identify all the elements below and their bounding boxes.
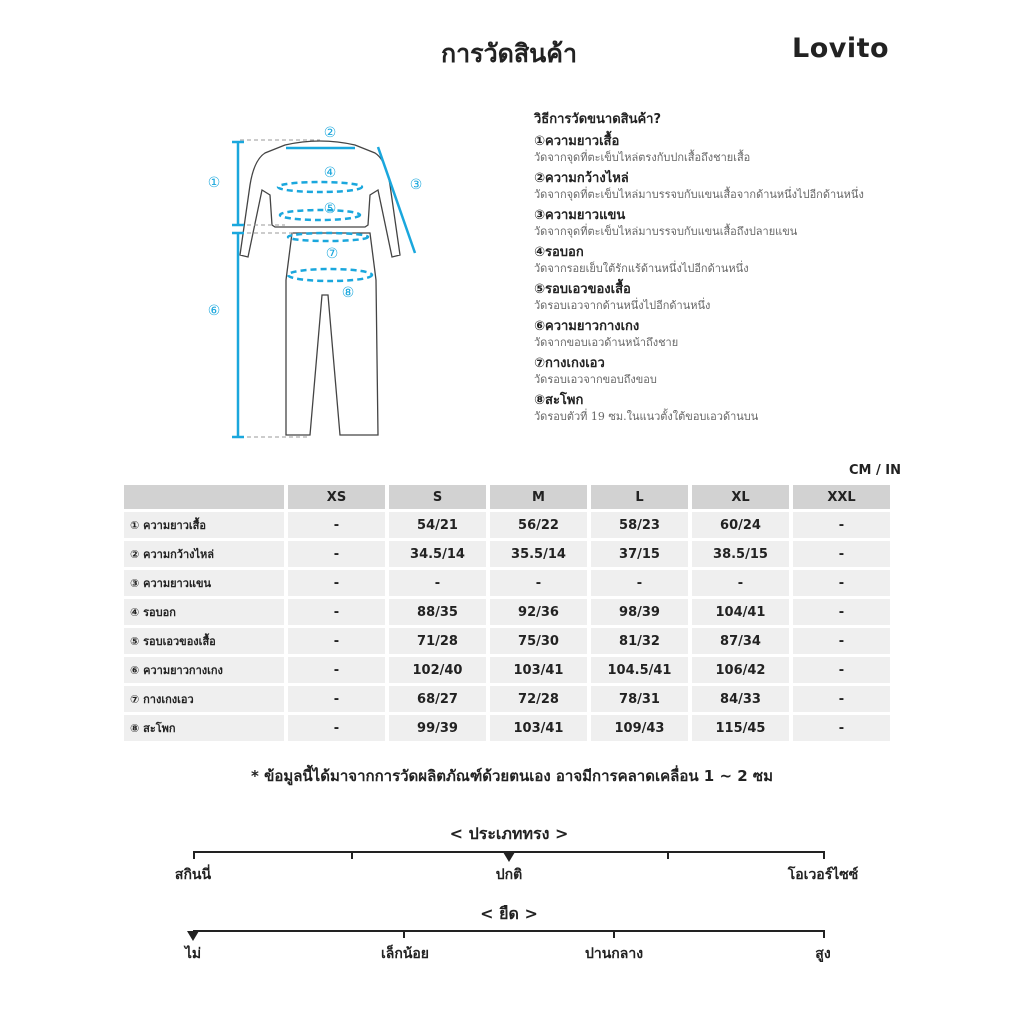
callout-8: ⑧ — [341, 285, 355, 301]
table-cell: 72/28 — [490, 686, 587, 712]
guide-item-title: ①ความยาวเสื้อ — [534, 134, 620, 149]
table-row — [124, 599, 890, 625]
callout-7: ⑦ — [325, 246, 339, 262]
column-header: XS — [288, 485, 385, 509]
table-cell: 35.5/14 — [490, 541, 587, 567]
table-cell: 104.5/41 — [591, 657, 688, 683]
brand-logo: Lovito — [792, 33, 890, 64]
stretch-scale-label: เล็กน้อย — [380, 946, 430, 962]
table-cell: 103/41 — [490, 657, 587, 683]
table-cell: 75/30 — [490, 628, 587, 654]
callout-5: ⑤ — [323, 201, 337, 217]
table-cell: - — [288, 715, 385, 741]
guide-item-title: ⑥ความยาวกางเกง — [534, 319, 640, 334]
guide-item-title: ⑧สะโพก — [534, 393, 584, 408]
table-cell: 109/43 — [591, 715, 688, 741]
guide-item-desc: วัดรอบเอวจากขอบถึงขอบ — [534, 373, 657, 386]
table-cell: - — [288, 686, 385, 712]
page-title: การวัดสินค้า — [441, 39, 577, 68]
guide-item-title: ⑦กางเกงเอว — [534, 356, 605, 371]
row-label: ① ความยาวเสื้อ — [124, 512, 284, 538]
row-label: ⑥ ความยาวกางเกง — [124, 657, 284, 683]
fit-scale-tick — [193, 852, 195, 859]
row-label: ⑦ กางเกงเอว — [124, 686, 284, 712]
guide-item — [534, 133, 954, 165]
callout-2: ② — [323, 125, 337, 141]
guide-item — [534, 318, 954, 350]
row-label: ④ รอบอก — [124, 599, 284, 625]
table-cell: 56/22 — [490, 512, 587, 538]
fit-scale-tick — [351, 852, 353, 859]
callout-3: ③ — [409, 177, 423, 193]
table-cell: 54/21 — [389, 512, 486, 538]
column-header: L — [591, 485, 688, 509]
guide-item — [534, 355, 954, 387]
fit-scale-tick — [823, 852, 825, 859]
table-cell: - — [793, 599, 890, 625]
table-cell: 88/35 — [389, 599, 486, 625]
fit-scale-tick — [667, 852, 669, 859]
row-label: ⑧ สะโพก — [124, 715, 284, 741]
table-cell: 58/23 — [591, 512, 688, 538]
table-cell: 37/15 — [591, 541, 688, 567]
callout-6: ⑥ — [207, 303, 221, 319]
table-cell: 104/41 — [692, 599, 789, 625]
stretch-scale-tick — [613, 931, 615, 938]
table-header-blank — [124, 485, 284, 509]
table-cell: - — [692, 570, 789, 596]
table-cell: 99/39 — [389, 715, 486, 741]
stretch-scale-tick — [823, 931, 825, 938]
guide-item-desc: วัดจากรอยเย็บใต้รักแร้ด้านหนึ่งไปอีกด้านหนึ่ง — [534, 262, 749, 275]
table-cell: 60/24 — [692, 512, 789, 538]
table-cell: 98/39 — [591, 599, 688, 625]
fit-scale-label: ปกติ — [495, 867, 523, 883]
column-header: M — [490, 485, 587, 509]
table-cell: - — [793, 686, 890, 712]
fit-scale-label: โอเวอร์ไซซ์ — [787, 867, 859, 883]
table-cell: - — [490, 570, 587, 596]
row-label: ③ ความยาวแขน — [124, 570, 284, 596]
table-cell: - — [288, 657, 385, 683]
fit-scale-label: สกินนี่ — [174, 867, 212, 883]
table-cell: - — [288, 512, 385, 538]
stretch-scale-line — [193, 930, 825, 932]
table-cell: 81/32 — [591, 628, 688, 654]
table-cell: - — [793, 715, 890, 741]
table-row — [124, 715, 890, 741]
guide-item-desc: วัดจากจุดที่ตะเข็บไหล่ตรงกับปกเสื้อถึงชายเสื้อ — [534, 151, 751, 164]
fit-scale-marker — [503, 852, 515, 862]
table-cell: 92/36 — [490, 599, 587, 625]
guide-item-desc: วัดจากจุดที่ตะเข็บไหล่มาบรรจบกับแขนเสื้อจากด้านหนึ่งไปอีกด้านหนึ่ง — [534, 188, 864, 201]
table-cell: - — [288, 541, 385, 567]
guide-item-desc: วัดจากขอบเอวด้านหน้าถึงชาย — [534, 336, 679, 349]
guide-item — [534, 392, 954, 424]
guide-item-desc: วัดรอบตัวที่ 19 ซม.ในแนวตั้งใต้ขอบเอวด้านบน — [534, 410, 759, 423]
fit-scale-heading: < ประเภททรง > — [449, 824, 569, 843]
column-header: S — [389, 485, 486, 509]
guide-item-title: ③ความยาวแขน — [534, 208, 626, 223]
guide-item-title: ④รอบอก — [534, 245, 584, 260]
table-cell: - — [288, 628, 385, 654]
guide-heading: วิธีการวัดขนาดสินค้า? — [534, 112, 662, 127]
callout-4: ④ — [323, 165, 337, 181]
table-row — [124, 570, 890, 596]
garment-measurement-figure — [200, 115, 440, 445]
table-cell: 34.5/14 — [389, 541, 486, 567]
unit-label: CM / IN — [849, 463, 901, 478]
table-cell: - — [793, 628, 890, 654]
guide-item — [534, 170, 954, 202]
table-cell: - — [793, 657, 890, 683]
table-cell: - — [288, 599, 385, 625]
table-row — [124, 541, 890, 567]
footnote: * ข้อมูลนี้ได้มาจากการวัดผลิตภัณฑ์ด้วยตนเอง อาจมีการคลาดเคลื่อน 1 ~ 2 ซม — [251, 767, 773, 785]
table-cell: 102/40 — [389, 657, 486, 683]
table-cell: 78/31 — [591, 686, 688, 712]
guide-item — [534, 244, 954, 276]
table-row — [124, 512, 890, 538]
table-cell: 71/28 — [389, 628, 486, 654]
table-cell: 84/33 — [692, 686, 789, 712]
table-cell: - — [591, 570, 688, 596]
stretch-scale-label: ไม่ — [184, 946, 202, 962]
stretch-scale-heading: < ยืด > — [480, 904, 538, 923]
guide-item-desc: วัดจากจุดที่ตะเข็บไหล่มาบรรจบกับแขนเสื้อถึงปลายแขน — [534, 225, 798, 238]
guide-item-title: ⑤รอบเอวของเสื้อ — [534, 282, 631, 297]
stretch-scale-label: สูง — [815, 946, 831, 962]
pants-outline — [286, 233, 378, 435]
callout-1: ① — [207, 175, 221, 191]
table-cell: 115/45 — [692, 715, 789, 741]
table-cell: - — [288, 570, 385, 596]
guide-item — [534, 207, 954, 239]
table-row — [124, 628, 890, 654]
row-label: ⑤ รอบเอวของเสื้อ — [124, 628, 284, 654]
column-header: XXL — [793, 485, 890, 509]
stretch-scale-tick — [403, 931, 405, 938]
row-label: ② ความกว้างไหล่ — [124, 541, 284, 567]
table-row — [124, 657, 890, 683]
table-cell: - — [793, 541, 890, 567]
table-cell: 68/27 — [389, 686, 486, 712]
column-header: XL — [692, 485, 789, 509]
table-cell: 106/42 — [692, 657, 789, 683]
table-row — [124, 686, 890, 712]
table-cell: 103/41 — [490, 715, 587, 741]
stretch-scale-marker — [187, 931, 199, 941]
table-cell: - — [793, 512, 890, 538]
table-cell: - — [389, 570, 486, 596]
table-header-row — [124, 485, 890, 509]
table-cell: - — [793, 570, 890, 596]
guide-item — [534, 281, 954, 313]
measurement-guide — [534, 108, 954, 429]
guide-item-desc: วัดรอบเอวจากด้านหนึ่งไปอีกด้านหนึ่ง — [534, 299, 711, 312]
stretch-scale-label: ปานกลาง — [584, 946, 644, 962]
table-cell: 38.5/15 — [692, 541, 789, 567]
table-cell: 87/34 — [692, 628, 789, 654]
guide-item-title: ②ความกว้างไหล่ — [534, 171, 629, 186]
size-table — [120, 482, 894, 744]
